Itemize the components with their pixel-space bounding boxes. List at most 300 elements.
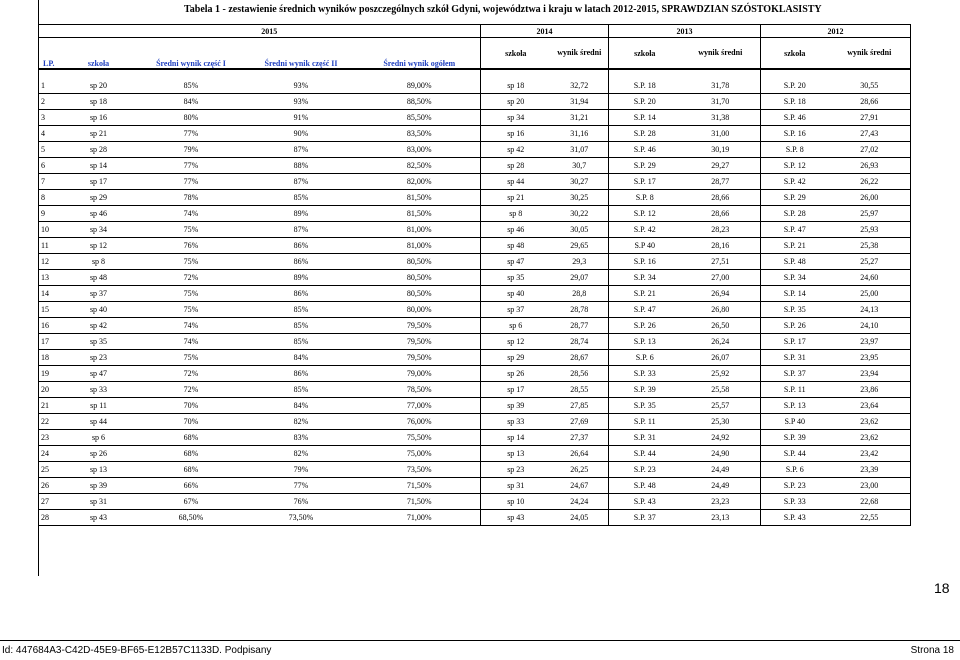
row-school-2015: sp 13 [59,462,139,478]
row-avg-2014: 28,74 [551,334,609,350]
row-lp: 6 [39,158,59,174]
row-school-2012: S.P. 11 [761,382,829,398]
row-avg-2014: 28,8 [551,286,609,302]
row-school-2013: S.P. 42 [609,222,681,238]
row-school-2012: S.P. 43 [761,510,829,526]
row-school-2014: sp 47 [481,254,551,270]
row-avg-2014: 24,67 [551,478,609,494]
row-school-2013: S.P. 6 [609,350,681,366]
row-school-2015: sp 31 [59,494,139,510]
table-row [39,414,911,430]
row-lp: 10 [39,222,59,238]
row-school-2013: S.P. 21 [609,286,681,302]
table-row [39,126,911,142]
row-school-2012: S.P. 16 [761,126,829,142]
table-row [39,462,911,478]
row-school-2013: S.P. 35 [609,398,681,414]
table-row [39,174,911,190]
row-part2: 77% [244,478,359,494]
row-school-2013: S.P. 33 [609,366,681,382]
row-school-2012: S.P. 12 [761,158,829,174]
table-row [39,446,911,462]
header-school: szkoła [59,38,139,70]
row-avg-2012: 27,91 [829,110,911,126]
row-school-2015: sp 16 [59,110,139,126]
row-school-2013: S.P. 44 [609,446,681,462]
row-lp: 9 [39,206,59,222]
row-lp: 22 [39,414,59,430]
year-2012: 2012 [761,25,911,38]
row-avg-2013: 28,16 [681,238,761,254]
row-part2: 93% [244,78,359,94]
row-school-2012: S.P. 35 [761,302,829,318]
row-avg-2013: 25,30 [681,414,761,430]
row-lp: 12 [39,254,59,270]
table-row [39,366,911,382]
row-avg-2014: 28,67 [551,350,609,366]
row-school-2013: S.P. 34 [609,270,681,286]
row-school-2015: sp 11 [59,398,139,414]
row-part1: 77% [139,174,244,190]
row-avg-2014: 24,05 [551,510,609,526]
row-overall: 80,50% [359,254,481,270]
row-school-2015: sp 12 [59,238,139,254]
row-part1: 74% [139,206,244,222]
footer-document-id: Id: 447684A3-C42D-45E9-BF65-E12B57C1133D. Podpisany [2,645,272,656]
row-avg-2012: 23,62 [829,430,911,446]
row-avg-2012: 23,39 [829,462,911,478]
row-part1: 79% [139,142,244,158]
row-school-2014: sp 14 [481,430,551,446]
row-school-2014: sp 16 [481,126,551,142]
table-row [39,494,911,510]
row-school-2013: S.P. 14 [609,110,681,126]
row-overall: 85,50% [359,110,481,126]
row-part2: 85% [244,190,359,206]
row-lp: 8 [39,190,59,206]
row-overall: 81,00% [359,222,481,238]
row-avg-2014: 27,37 [551,430,609,446]
row-school-2015: sp 39 [59,478,139,494]
row-school-2015: sp 14 [59,158,139,174]
row-part2: 86% [244,254,359,270]
row-school-2012: S.P 40 [761,414,829,430]
row-overall: 76,00% [359,414,481,430]
row-part2: 89% [244,206,359,222]
row-school-2015: sp 18 [59,94,139,110]
row-school-2015: sp 44 [59,414,139,430]
row-avg-2013: 27,51 [681,254,761,270]
table-row [39,254,911,270]
row-avg-2012: 23,62 [829,414,911,430]
row-school-2015: sp 34 [59,222,139,238]
row-school-2015: sp 26 [59,446,139,462]
row-part1: 75% [139,286,244,302]
row-avg-2012: 23,00 [829,478,911,494]
row-school-2013: S.P. 46 [609,142,681,158]
table-row [39,78,911,94]
header-part1: Średni wynik część I [139,38,244,70]
table-row [39,206,911,222]
row-avg-2012: 25,97 [829,206,911,222]
row-school-2012: S.P. 48 [761,254,829,270]
table-row [39,318,911,334]
row-school-2014: sp 48 [481,238,551,254]
row-school-2015: sp 46 [59,206,139,222]
row-school-2014: sp 34 [481,110,551,126]
row-lp: 28 [39,510,59,526]
row-overall: 81,00% [359,238,481,254]
row-lp: 17 [39,334,59,350]
row-school-2014: sp 40 [481,286,551,302]
row-school-2013: S.P. 20 [609,94,681,110]
row-part2: 82% [244,414,359,430]
row-lp: 3 [39,110,59,126]
row-school-2013: S.P. 28 [609,126,681,142]
row-part1: 75% [139,222,244,238]
row-lp: 20 [39,382,59,398]
row-lp: 21 [39,398,59,414]
row-avg-2013: 26,50 [681,318,761,334]
row-overall: 78,50% [359,382,481,398]
row-school-2014: sp 20 [481,94,551,110]
row-overall: 71,00% [359,510,481,526]
row-part2: 79% [244,462,359,478]
row-avg-2013: 27,00 [681,270,761,286]
row-part2: 87% [244,174,359,190]
row-school-2014: sp 28 [481,158,551,174]
table-body [39,78,911,526]
row-part1: 76% [139,238,244,254]
row-avg-2012: 23,64 [829,398,911,414]
row-school-2012: S.P. 44 [761,446,829,462]
row-part1: 78% [139,190,244,206]
row-avg-2013: 28,23 [681,222,761,238]
row-avg-2013: 26,24 [681,334,761,350]
row-part1: 72% [139,270,244,286]
row-part1: 77% [139,126,244,142]
row-avg-2012: 23,95 [829,350,911,366]
row-part2: 73,50% [244,510,359,526]
table-row [39,222,911,238]
table-row [39,478,911,494]
year-2015: 2015 [59,25,481,38]
row-overall: 80,00% [359,302,481,318]
table-row [39,238,911,254]
row-school-2015: sp 29 [59,190,139,206]
row-part1: 74% [139,318,244,334]
table-row [39,334,911,350]
row-school-2013: S.P. 17 [609,174,681,190]
page-number: 18 [934,580,950,596]
footer-page-label: Strona 18 [910,645,954,656]
row-part1: 85% [139,78,244,94]
row-overall: 79,00% [359,366,481,382]
footer-divider [0,640,960,641]
row-lp: 19 [39,366,59,382]
row-part2: 85% [244,318,359,334]
row-avg-2014: 32,72 [551,78,609,94]
row-lp: 16 [39,318,59,334]
header-avg-2013: wynik średni [681,38,761,70]
row-avg-2013: 25,57 [681,398,761,414]
row-part1: 70% [139,398,244,414]
row-school-2012: S.P. 46 [761,110,829,126]
row-overall: 80,50% [359,270,481,286]
row-school-2012: S.P. 26 [761,318,829,334]
row-overall: 83,50% [359,126,481,142]
row-avg-2014: 26,25 [551,462,609,478]
table-row [39,510,911,526]
row-overall: 88,50% [359,94,481,110]
row-part2: 85% [244,382,359,398]
row-avg-2013: 23,23 [681,494,761,510]
row-overall: 71,50% [359,494,481,510]
row-school-2014: sp 21 [481,190,551,206]
row-avg-2014: 28,55 [551,382,609,398]
row-lp: 11 [39,238,59,254]
row-school-2013: S.P. 18 [609,78,681,94]
row-avg-2013: 25,58 [681,382,761,398]
row-part1: 68% [139,446,244,462]
row-avg-2014: 28,56 [551,366,609,382]
row-part2: 86% [244,366,359,382]
row-part1: 68% [139,430,244,446]
row-overall: 83,00% [359,142,481,158]
row-overall: 81,50% [359,190,481,206]
row-lp: 14 [39,286,59,302]
row-part2: 82% [244,446,359,462]
row-part2: 88% [244,158,359,174]
row-avg-2012: 25,38 [829,238,911,254]
row-part2: 84% [244,398,359,414]
row-part1: 80% [139,110,244,126]
row-avg-2013: 31,70 [681,94,761,110]
row-school-2015: sp 40 [59,302,139,318]
row-lp: 7 [39,174,59,190]
row-school-2012: S.P. 13 [761,398,829,414]
row-school-2012: S.P. 17 [761,334,829,350]
row-school-2013: S.P. 23 [609,462,681,478]
row-part1: 75% [139,254,244,270]
row-part2: 85% [244,334,359,350]
row-school-2015: sp 28 [59,142,139,158]
table-row [39,398,911,414]
row-avg-2012: 30,55 [829,78,911,94]
row-school-2012: S.P. 28 [761,206,829,222]
row-overall: 79,50% [359,318,481,334]
row-school-2012: S.P. 42 [761,174,829,190]
row-school-2014: sp 44 [481,174,551,190]
row-avg-2013: 29,27 [681,158,761,174]
row-school-2015: sp 17 [59,174,139,190]
row-avg-2013: 31,78 [681,78,761,94]
row-school-2013: S.P. 16 [609,254,681,270]
row-overall: 75,50% [359,430,481,446]
row-school-2014: sp 17 [481,382,551,398]
row-lp: 25 [39,462,59,478]
row-school-2014: sp 6 [481,318,551,334]
row-school-2013: S.P. 8 [609,190,681,206]
row-part1: 68,50% [139,510,244,526]
row-part2: 86% [244,238,359,254]
row-school-2015: sp 23 [59,350,139,366]
row-lp: 4 [39,126,59,142]
row-part1: 84% [139,94,244,110]
row-overall: 82,00% [359,174,481,190]
row-school-2014: sp 31 [481,478,551,494]
row-lp: 18 [39,350,59,366]
results-table [38,24,911,526]
row-avg-2014: 30,05 [551,222,609,238]
table-row [39,190,911,206]
row-part1: 77% [139,158,244,174]
row-school-2014: sp 26 [481,366,551,382]
row-school-2015: sp 6 [59,430,139,446]
row-part1: 70% [139,414,244,430]
row-school-2015: sp 47 [59,366,139,382]
row-school-2012: S.P. 14 [761,286,829,302]
header-lp: LP. [39,38,59,70]
row-school-2013: S.P. 47 [609,302,681,318]
row-school-2014: sp 35 [481,270,551,286]
table-row [39,286,911,302]
row-avg-2012: 28,66 [829,94,911,110]
row-part1: 74% [139,334,244,350]
row-school-2014: sp 46 [481,222,551,238]
row-avg-2012: 23,97 [829,334,911,350]
row-school-2014: sp 43 [481,510,551,526]
row-school-2014: sp 18 [481,78,551,94]
row-avg-2012: 26,00 [829,190,911,206]
row-avg-2014: 31,07 [551,142,609,158]
header-avg-2012: wynik średni [829,38,911,70]
table-row [39,382,911,398]
row-school-2012: S.P. 18 [761,94,829,110]
row-overall: 80,50% [359,286,481,302]
row-lp: 27 [39,494,59,510]
row-avg-2014: 31,16 [551,126,609,142]
row-school-2014: sp 29 [481,350,551,366]
row-avg-2014: 28,77 [551,318,609,334]
header-overall: Średni wynik ogółem [359,38,481,70]
row-avg-2012: 27,43 [829,126,911,142]
row-avg-2014: 29,65 [551,238,609,254]
table-row [39,110,911,126]
row-avg-2013: 23,13 [681,510,761,526]
row-part1: 72% [139,366,244,382]
row-avg-2013: 30,19 [681,142,761,158]
row-school-2015: sp 33 [59,382,139,398]
header-part2: Średni wynik część II [244,38,359,70]
year-2013: 2013 [609,25,761,38]
row-avg-2014: 26,64 [551,446,609,462]
row-avg-2013: 28,77 [681,174,761,190]
row-school-2013: S.P. 43 [609,494,681,510]
header-school-2012: szkoła [761,38,829,70]
row-avg-2012: 23,94 [829,366,911,382]
row-avg-2012: 24,13 [829,302,911,318]
row-avg-2013: 24,49 [681,478,761,494]
row-part1: 72% [139,382,244,398]
row-avg-2012: 22,68 [829,494,911,510]
table-row [39,142,911,158]
year-header-row [39,25,911,38]
row-avg-2012: 26,93 [829,158,911,174]
row-part1: 75% [139,350,244,366]
row-school-2013: S.P. 29 [609,158,681,174]
row-avg-2013: 24,90 [681,446,761,462]
row-avg-2014: 30,27 [551,174,609,190]
row-avg-2013: 26,07 [681,350,761,366]
row-avg-2014: 30,25 [551,190,609,206]
row-avg-2014: 27,85 [551,398,609,414]
row-avg-2012: 22,55 [829,510,911,526]
row-avg-2014: 30,7 [551,158,609,174]
row-avg-2013: 26,94 [681,286,761,302]
table-title: Tabela 1 - zestawienie średnich wyników poszczególnych szkół Gdyni, województwa i kraju w latach 2012-2015, SPRAWDZIAN SZÓSTOKLASISTY [184,4,822,15]
row-school-2013: S.P 40 [609,238,681,254]
row-school-2013: S.P. 11 [609,414,681,430]
row-part2: 87% [244,222,359,238]
row-school-2012: S.P. 6 [761,462,829,478]
column-header-row [39,38,911,70]
row-school-2013: S.P. 39 [609,382,681,398]
header-avg-2014: wynik średni [551,38,609,70]
row-avg-2014: 27,69 [551,414,609,430]
row-school-2014: sp 8 [481,206,551,222]
row-school-2014: sp 42 [481,142,551,158]
table-row [39,158,911,174]
row-school-2015: sp 20 [59,78,139,94]
row-part2: 83% [244,430,359,446]
row-avg-2014: 31,21 [551,110,609,126]
row-school-2012: S.P. 39 [761,430,829,446]
row-school-2015: sp 42 [59,318,139,334]
row-school-2012: S.P. 8 [761,142,829,158]
row-school-2012: S.P. 31 [761,350,829,366]
row-part2: 91% [244,110,359,126]
row-school-2012: S.P. 47 [761,222,829,238]
row-lp: 1 [39,78,59,94]
row-avg-2012: 23,42 [829,446,911,462]
row-part2: 86% [244,286,359,302]
row-avg-2012: 23,86 [829,382,911,398]
row-lp: 15 [39,302,59,318]
table-row [39,270,911,286]
row-avg-2012: 24,60 [829,270,911,286]
row-part1: 66% [139,478,244,494]
row-school-2013: S.P. 12 [609,206,681,222]
row-school-2013: S.P. 48 [609,478,681,494]
row-school-2015: sp 37 [59,286,139,302]
row-avg-2012: 24,10 [829,318,911,334]
row-overall: 81,50% [359,206,481,222]
row-avg-2014: 28,78 [551,302,609,318]
row-lp: 26 [39,478,59,494]
row-part1: 75% [139,302,244,318]
row-avg-2014: 29,07 [551,270,609,286]
row-school-2013: S.P. 26 [609,318,681,334]
table-row [39,94,911,110]
row-avg-2013: 28,66 [681,206,761,222]
row-part2: 84% [244,350,359,366]
table-row [39,430,911,446]
row-school-2012: S.P. 37 [761,366,829,382]
row-overall: 82,50% [359,158,481,174]
row-overall: 71,50% [359,478,481,494]
row-school-2012: S.P. 23 [761,478,829,494]
